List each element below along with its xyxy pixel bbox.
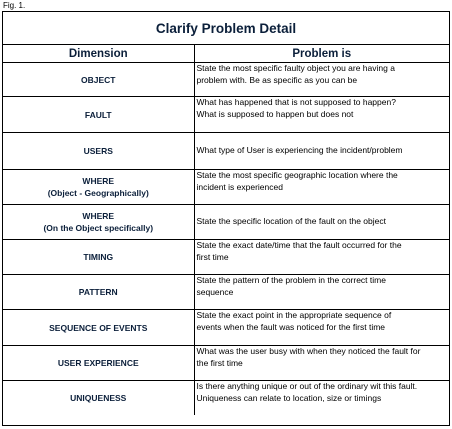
detail-grid <box>3 45 449 415</box>
dimension-cell: WHERE (On the Object specifically) <box>3 205 194 240</box>
dimension-cell: USERS <box>3 133 194 170</box>
problem-cell: What type of User is experiencing the incident/problem <box>194 133 449 170</box>
problem-cell: State the specific location of the fault on the object <box>194 205 449 240</box>
dimension-cell: OBJECT <box>3 63 194 97</box>
problem-detail-table <box>2 11 450 426</box>
dimension-cell: TIMING <box>3 240 194 275</box>
table-row <box>3 97 449 133</box>
table-row <box>3 275 449 310</box>
problem-cell: State the exact point in the appropriate sequence of events when the fault was noticed for the first time <box>194 310 449 346</box>
table-row <box>3 63 449 97</box>
table-row <box>3 205 449 240</box>
dimension-header: Dimension <box>3 45 194 63</box>
problem-cell: State the most specific geographic location where the incident is experienced <box>194 170 449 205</box>
problem-cell: Is there anything unique or out of the ordinary wit this fault. Uniqueness can relate to location, size or timings <box>194 381 449 415</box>
problem-cell: What was the user busy with when they noticed the fault for the first time <box>194 346 449 381</box>
problem-cell: State the pattern of the problem in the correct time sequence <box>194 275 449 310</box>
table-row <box>3 240 449 275</box>
table-row <box>3 170 449 205</box>
table-row <box>3 346 449 381</box>
table-row <box>3 133 449 170</box>
problem-cell: State the most specific faulty object you are having a problem with. Be as specific as you can be <box>194 63 449 97</box>
figure-label: Fig. 1. <box>3 1 26 10</box>
table-row <box>3 310 449 346</box>
dimension-cell: UNIQUENESS <box>3 381 194 415</box>
dimension-cell: FAULT <box>3 97 194 133</box>
dimension-cell: SEQUENCE OF EVENTS <box>3 310 194 346</box>
dimension-cell: WHERE (Object - Geographically) <box>3 170 194 205</box>
table-row <box>3 381 449 415</box>
problem-cell: State the exact date/time that the fault occurred for the first time <box>194 240 449 275</box>
table-title: Clarify Problem Detail <box>3 12 449 45</box>
problem-cell: What has happened that is not supposed to happen? What is supposed to happen but does not <box>194 97 449 133</box>
dimension-cell: USER EXPERIENCE <box>3 346 194 381</box>
header-row <box>3 45 449 63</box>
dimension-cell: PATTERN <box>3 275 194 310</box>
problem-header: Problem is <box>194 45 449 63</box>
